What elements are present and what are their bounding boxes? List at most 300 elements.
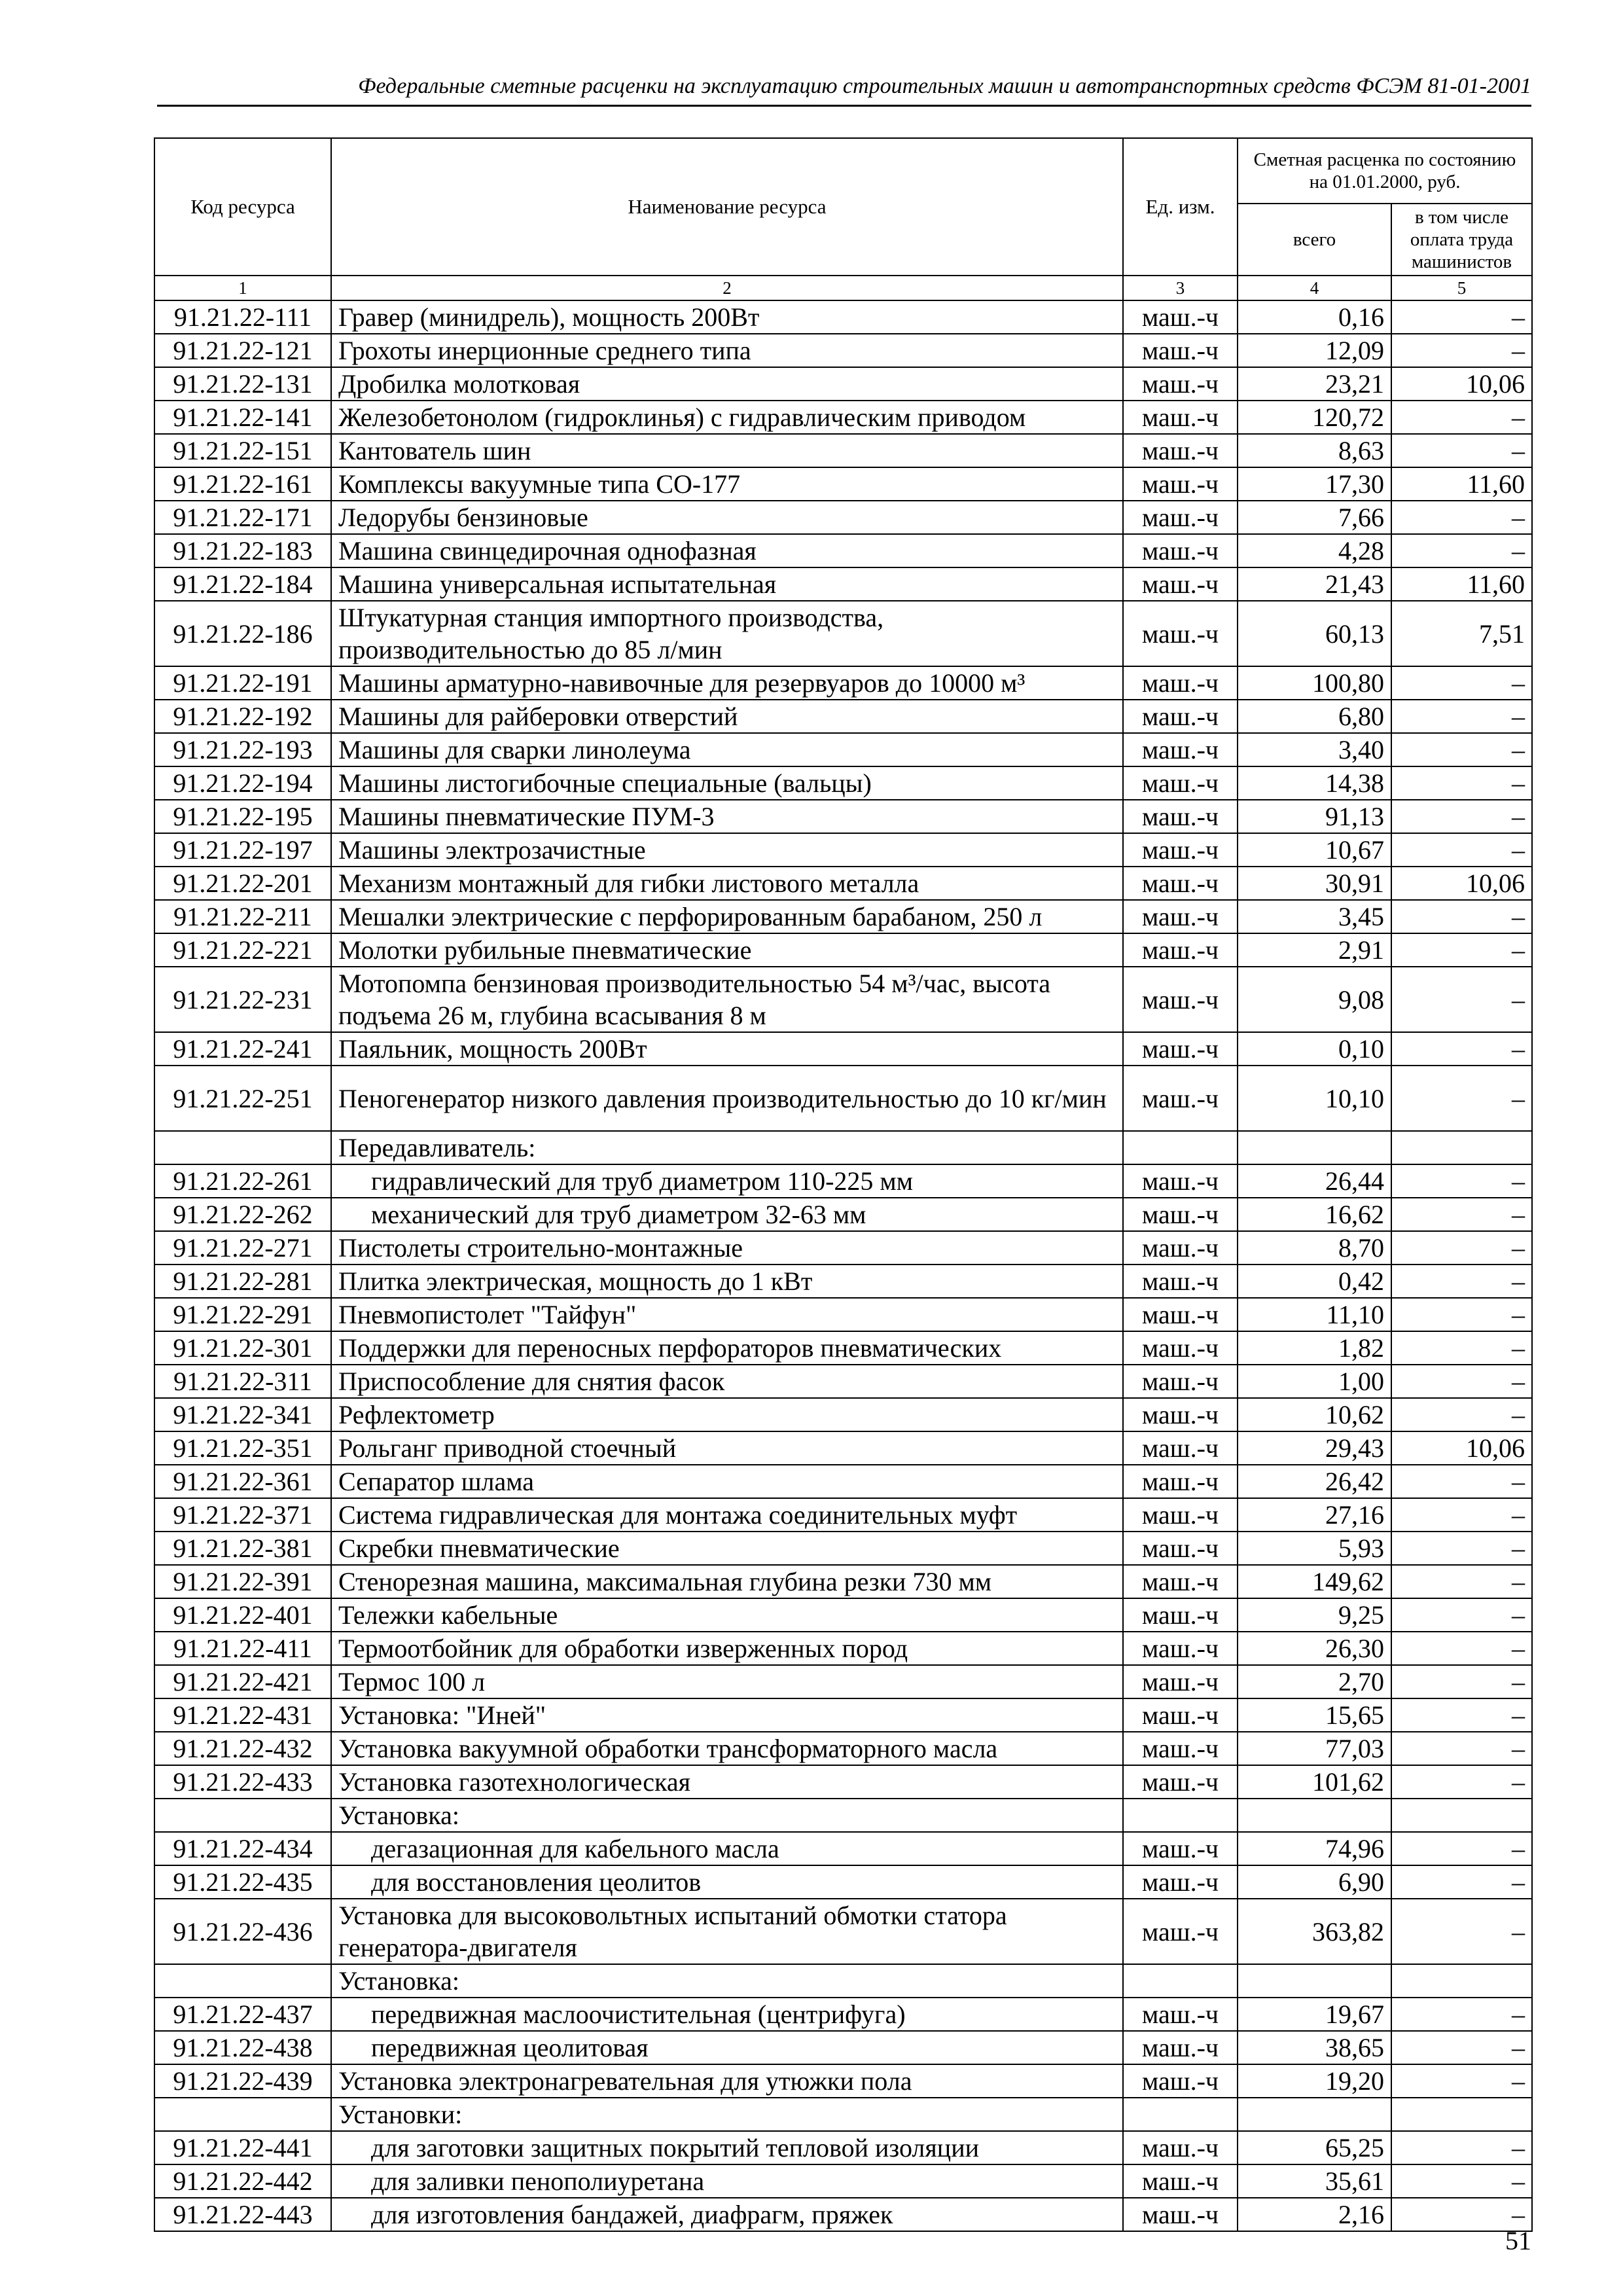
resource-name-cell: Машина свинцедирочная однофазная xyxy=(331,534,1123,567)
resource-name-cell: Машины арматурно-навивочные для резервуаров до 10000 м³ xyxy=(331,666,1123,700)
table-row xyxy=(154,800,1532,833)
operator-wage-cell: – xyxy=(1391,2198,1532,2231)
operator-wage-cell: – xyxy=(1391,1598,1532,1632)
group-heading-row xyxy=(154,2098,1532,2131)
resource-code-cell: 91.21.22-151 xyxy=(154,434,331,467)
rate-total-cell: 8,70 xyxy=(1238,1231,1391,1265)
resource-name-cell: для восстановления цеолитов xyxy=(331,1865,1123,1899)
rate-total-cell: 10,67 xyxy=(1238,833,1391,867)
operator-wage-cell: – xyxy=(1391,2064,1532,2098)
rate-total-cell: 100,80 xyxy=(1238,666,1391,700)
rate-total-cell: 3,40 xyxy=(1238,733,1391,766)
resource-name-cell: Гравер (минидрель), мощность 200Вт xyxy=(331,300,1123,334)
unit-cell: маш.-ч xyxy=(1123,900,1238,933)
table-row xyxy=(154,1765,1532,1799)
rate-total-cell: 29,43 xyxy=(1238,1431,1391,1465)
operator-wage-cell: – xyxy=(1391,501,1532,534)
rate-total-cell xyxy=(1238,1964,1391,1998)
resource-name-cell: передвижная маслоочистительная (центрифуга) xyxy=(331,1998,1123,2031)
resource-code-cell xyxy=(154,1131,331,1164)
group-heading-row xyxy=(154,1131,1532,1164)
operator-wage-cell: – xyxy=(1391,700,1532,733)
resource-code-cell: 91.21.22-431 xyxy=(154,1698,331,1732)
rate-total-cell: 23,21 xyxy=(1238,367,1391,401)
rate-total-cell: 60,13 xyxy=(1238,601,1391,666)
unit-cell: маш.-ч xyxy=(1123,2198,1238,2231)
unit-cell: маш.-ч xyxy=(1123,1265,1238,1298)
rate-total-cell: 6,80 xyxy=(1238,700,1391,733)
unit-cell: маш.-ч xyxy=(1123,1431,1238,1465)
operator-wage-cell: – xyxy=(1391,666,1532,700)
rate-total-cell: 19,67 xyxy=(1238,1998,1391,2031)
column-numbers-row xyxy=(154,276,1532,300)
header-code: Код ресурса xyxy=(154,138,331,276)
rate-total-cell xyxy=(1238,2098,1391,2131)
resource-name-cell: передвижная цеолитовая xyxy=(331,2031,1123,2064)
operator-wage-cell: 10,06 xyxy=(1391,867,1532,900)
resource-name-cell: Машины пневматические ПУМ-3 xyxy=(331,800,1123,833)
resource-code-cell: 91.21.22-197 xyxy=(154,833,331,867)
header-name: Наименование ресурса xyxy=(331,138,1123,276)
unit-cell xyxy=(1123,2098,1238,2131)
resource-name-cell: Рольганг приводной стоечный xyxy=(331,1431,1123,1465)
table-row xyxy=(154,1164,1532,1198)
operator-wage-cell: 7,51 xyxy=(1391,601,1532,666)
operator-wage-cell: – xyxy=(1391,733,1532,766)
document-header: Федеральные сметные расценки на эксплуатацию строительных машин и автотранспортных средств ФСЭМ 81-01-2001 xyxy=(358,74,1531,98)
resource-code-cell: 91.21.22-432 xyxy=(154,1732,331,1765)
rate-total-cell: 149,62 xyxy=(1238,1565,1391,1598)
operator-wage-cell: – xyxy=(1391,300,1532,334)
table-row xyxy=(154,1032,1532,1066)
resource-code-cell: 91.21.22-261 xyxy=(154,1164,331,1198)
resource-name-cell: Ледорубы бензиновые xyxy=(331,501,1123,534)
operator-wage-cell: – xyxy=(1391,833,1532,867)
unit-cell: маш.-ч xyxy=(1123,833,1238,867)
unit-cell: маш.-ч xyxy=(1123,1532,1238,1565)
resource-code-cell: 91.21.22-435 xyxy=(154,1865,331,1899)
resource-name-cell: Железобетонолом (гидроклинья) с гидравлическим приводом xyxy=(331,401,1123,434)
operator-wage-cell: – xyxy=(1391,1732,1532,1765)
operator-wage-cell: 10,06 xyxy=(1391,367,1532,401)
resource-code-cell xyxy=(154,1799,331,1832)
resource-code-cell: 91.21.22-401 xyxy=(154,1598,331,1632)
unit-cell: маш.-ч xyxy=(1123,1398,1238,1431)
rate-total-cell: 11,10 xyxy=(1238,1298,1391,1331)
resource-name-cell: Механизм монтажный для гибки листового металла xyxy=(331,867,1123,900)
column-number: 1 xyxy=(154,276,331,300)
rate-total-cell: 6,90 xyxy=(1238,1865,1391,1899)
resource-name-cell: Пеногенератор низкого давления производительностью до 10 кг/мин xyxy=(331,1066,1123,1131)
resource-code-cell: 91.21.22-211 xyxy=(154,900,331,933)
unit-cell: маш.-ч xyxy=(1123,766,1238,800)
rate-total-cell: 1,00 xyxy=(1238,1365,1391,1398)
resource-name-cell: Сепаратор шлама xyxy=(331,1465,1123,1498)
table-row xyxy=(154,2198,1532,2231)
table-row xyxy=(154,1565,1532,1598)
unit-cell: маш.-ч xyxy=(1123,1998,1238,2031)
unit-cell: маш.-ч xyxy=(1123,1698,1238,1732)
rate-total-cell: 2,70 xyxy=(1238,1665,1391,1698)
header-total: всего xyxy=(1238,204,1391,276)
unit-cell: маш.-ч xyxy=(1123,434,1238,467)
rate-total-cell: 2,16 xyxy=(1238,2198,1391,2231)
operator-wage-cell: 11,60 xyxy=(1391,567,1532,601)
operator-wage-cell: – xyxy=(1391,1698,1532,1732)
resource-code-cell: 91.21.22-192 xyxy=(154,700,331,733)
operator-wage-cell: – xyxy=(1391,1365,1532,1398)
resource-code-cell: 91.21.22-271 xyxy=(154,1231,331,1265)
resource-name-cell: Дробилка молотковая xyxy=(331,367,1123,401)
table-row xyxy=(154,300,1532,334)
unit-cell: маш.-ч xyxy=(1123,1231,1238,1265)
operator-wage-cell: – xyxy=(1391,1832,1532,1865)
operator-wage-cell: – xyxy=(1391,534,1532,567)
rate-total-cell: 19,20 xyxy=(1238,2064,1391,2098)
unit-cell: маш.-ч xyxy=(1123,1331,1238,1365)
unit-cell xyxy=(1123,1799,1238,1832)
resource-name-cell: Установки: xyxy=(331,2098,1123,2131)
operator-wage-cell xyxy=(1391,1964,1532,1998)
rate-total-cell: 0,42 xyxy=(1238,1265,1391,1298)
table-row xyxy=(154,1465,1532,1498)
operator-wage-cell: 11,60 xyxy=(1391,467,1532,501)
resource-name-cell: Комплексы вакуумные типа СО-177 xyxy=(331,467,1123,501)
operator-wage-cell: – xyxy=(1391,800,1532,833)
unit-cell xyxy=(1123,1131,1238,1164)
resource-name-cell: Мотопомпа бензиновая производительностью 54 м³/час, высота подъема 26 м, глубина всасывания 8 м xyxy=(331,967,1123,1032)
operator-wage-cell: – xyxy=(1391,1532,1532,1565)
table-row xyxy=(154,2064,1532,2098)
rate-total-cell: 9,25 xyxy=(1238,1598,1391,1632)
unit-cell: маш.-ч xyxy=(1123,367,1238,401)
resource-code-cell: 91.21.22-186 xyxy=(154,601,331,666)
rate-total-cell: 8,63 xyxy=(1238,434,1391,467)
resource-code-cell: 91.21.22-437 xyxy=(154,1998,331,2031)
resource-code-cell: 91.21.22-191 xyxy=(154,666,331,700)
table-row xyxy=(154,2164,1532,2198)
rate-total-cell xyxy=(1238,1799,1391,1832)
rate-total-cell: 35,61 xyxy=(1238,2164,1391,2198)
unit-cell: маш.-ч xyxy=(1123,1632,1238,1665)
resource-name-cell: Паяльник, мощность 200Вт xyxy=(331,1032,1123,1066)
resource-code-cell: 91.21.22-433 xyxy=(154,1765,331,1799)
unit-cell: маш.-ч xyxy=(1123,666,1238,700)
table-row xyxy=(154,666,1532,700)
rate-total-cell: 12,09 xyxy=(1238,334,1391,367)
resource-name-cell: Приспособление для снятия фасок xyxy=(331,1365,1123,1398)
unit-cell: маш.-ч xyxy=(1123,967,1238,1032)
operator-wage-cell: – xyxy=(1391,967,1532,1032)
rate-total-cell: 10,10 xyxy=(1238,1066,1391,1131)
rate-total-cell: 26,42 xyxy=(1238,1465,1391,1498)
resource-code-cell: 91.21.22-442 xyxy=(154,2164,331,2198)
resource-name-cell: Установка: xyxy=(331,1799,1123,1832)
resource-code-cell: 91.21.22-441 xyxy=(154,2131,331,2164)
resource-code-cell: 91.21.22-171 xyxy=(154,501,331,534)
unit-cell: маш.-ч xyxy=(1123,1899,1238,1964)
unit-cell: маш.-ч xyxy=(1123,1565,1238,1598)
unit-cell: маш.-ч xyxy=(1123,567,1238,601)
resource-name-cell: Пневмопистолет "Тайфун" xyxy=(331,1298,1123,1331)
table-row xyxy=(154,766,1532,800)
resource-name-cell: Установка вакуумной обработки трансформаторного масла xyxy=(331,1732,1123,1765)
table-row xyxy=(154,1998,1532,2031)
operator-wage-cell: – xyxy=(1391,1565,1532,1598)
rate-total-cell: 7,66 xyxy=(1238,501,1391,534)
rate-total-cell xyxy=(1238,1131,1391,1164)
table-row xyxy=(154,1298,1532,1331)
table-row xyxy=(154,567,1532,601)
table-row xyxy=(154,1398,1532,1431)
unit-cell: маш.-ч xyxy=(1123,2131,1238,2164)
table-row xyxy=(154,1066,1532,1131)
operator-wage-cell: – xyxy=(1391,1465,1532,1498)
resource-code-cell: 91.21.22-193 xyxy=(154,733,331,766)
table-row xyxy=(154,833,1532,867)
table-row xyxy=(154,700,1532,733)
resource-name-cell: Установка газотехнологическая xyxy=(331,1765,1123,1799)
table-row xyxy=(154,1732,1532,1765)
operator-wage-cell: – xyxy=(1391,1998,1532,2031)
rate-total-cell: 2,91 xyxy=(1238,933,1391,967)
rate-total-cell: 21,43 xyxy=(1238,567,1391,601)
unit-cell: маш.-ч xyxy=(1123,1298,1238,1331)
page-number: 51 xyxy=(1505,2226,1531,2255)
operator-wage-cell: – xyxy=(1391,1331,1532,1365)
operator-wage-cell: – xyxy=(1391,2131,1532,2164)
resource-name-cell: Машины электрозачистные xyxy=(331,833,1123,867)
table-row xyxy=(154,401,1532,434)
unit-cell: маш.-ч xyxy=(1123,1665,1238,1698)
table-row xyxy=(154,933,1532,967)
table-row xyxy=(154,2131,1532,2164)
resource-code-cell: 91.21.22-391 xyxy=(154,1565,331,1598)
operator-wage-cell: – xyxy=(1391,1032,1532,1066)
unit-cell: маш.-ч xyxy=(1123,1066,1238,1131)
rate-total-cell: 65,25 xyxy=(1238,2131,1391,2164)
unit-cell: маш.-ч xyxy=(1123,1832,1238,1865)
table-row xyxy=(154,1865,1532,1899)
resource-name-cell: Передавливатель: xyxy=(331,1131,1123,1164)
operator-wage-cell: – xyxy=(1391,1231,1532,1265)
resource-name-cell: Мешалки электрические с перфорированным барабаном, 250 л xyxy=(331,900,1123,933)
column-number: 4 xyxy=(1238,276,1391,300)
resource-code-cell: 91.21.22-262 xyxy=(154,1198,331,1231)
column-number: 2 xyxy=(331,276,1123,300)
operator-wage-cell: – xyxy=(1391,1498,1532,1532)
resource-code-cell xyxy=(154,1964,331,1998)
header-rate-group: Сметная расценка по состоянию на 01.01.2000, руб. xyxy=(1238,138,1532,204)
table-row xyxy=(154,534,1532,567)
operator-wage-cell: – xyxy=(1391,1865,1532,1899)
resource-name-cell: Установка: xyxy=(331,1964,1123,1998)
unit-cell: маш.-ч xyxy=(1123,300,1238,334)
rate-total-cell: 10,62 xyxy=(1238,1398,1391,1431)
rate-total-cell: 74,96 xyxy=(1238,1832,1391,1865)
unit-cell: маш.-ч xyxy=(1123,800,1238,833)
table-row xyxy=(154,1331,1532,1365)
operator-wage-cell: – xyxy=(1391,334,1532,367)
unit-cell: маш.-ч xyxy=(1123,700,1238,733)
resource-name-cell: дегазационная для кабельного масла xyxy=(331,1832,1123,1865)
table-row xyxy=(154,1899,1532,1964)
unit-cell: маш.-ч xyxy=(1123,1465,1238,1498)
table-row xyxy=(154,867,1532,900)
resource-code-cell: 91.21.22-421 xyxy=(154,1665,331,1698)
resource-code-cell: 91.21.22-438 xyxy=(154,2031,331,2064)
rate-total-cell: 4,28 xyxy=(1238,534,1391,567)
table-row xyxy=(154,967,1532,1032)
rate-total-cell: 17,30 xyxy=(1238,467,1391,501)
resource-name-cell: Кантователь шин xyxy=(331,434,1123,467)
resource-code-cell: 91.21.22-195 xyxy=(154,800,331,833)
table-row xyxy=(154,733,1532,766)
rate-total-cell: 120,72 xyxy=(1238,401,1391,434)
unit-cell: маш.-ч xyxy=(1123,601,1238,666)
operator-wage-cell: – xyxy=(1391,1298,1532,1331)
resource-name-cell: Плитка электрическая, мощность до 1 кВт xyxy=(331,1265,1123,1298)
rate-total-cell: 3,45 xyxy=(1238,900,1391,933)
unit-cell: маш.-ч xyxy=(1123,467,1238,501)
resource-code-cell: 91.21.22-361 xyxy=(154,1465,331,1498)
resource-code-cell: 91.21.22-411 xyxy=(154,1632,331,1665)
resource-name-cell: Машины листогибочные специальные (вальцы) xyxy=(331,766,1123,800)
table-row xyxy=(154,1231,1532,1265)
resource-code-cell: 91.21.22-184 xyxy=(154,567,331,601)
resource-name-cell: Скребки пневматические xyxy=(331,1532,1123,1565)
rate-total-cell: 5,93 xyxy=(1238,1532,1391,1565)
operator-wage-cell xyxy=(1391,2098,1532,2131)
rate-total-cell: 9,08 xyxy=(1238,967,1391,1032)
operator-wage-cell xyxy=(1391,1131,1532,1164)
resource-code-cell: 91.21.22-221 xyxy=(154,933,331,967)
resource-code-cell: 91.21.22-443 xyxy=(154,2198,331,2231)
resource-code-cell: 91.21.22-251 xyxy=(154,1066,331,1131)
rate-total-cell: 14,38 xyxy=(1238,766,1391,800)
resource-code-cell: 91.21.22-183 xyxy=(154,534,331,567)
resource-name-cell: Машина универсальная испытательная xyxy=(331,567,1123,601)
resource-code-cell: 91.21.22-281 xyxy=(154,1265,331,1298)
resource-name-cell: Рефлектометр xyxy=(331,1398,1123,1431)
rate-total-cell: 101,62 xyxy=(1238,1765,1391,1799)
column-number: 5 xyxy=(1391,276,1532,300)
table-row xyxy=(154,1532,1532,1565)
unit-cell: маш.-ч xyxy=(1123,1365,1238,1398)
resource-code-cell: 91.21.22-291 xyxy=(154,1298,331,1331)
rate-total-cell: 363,82 xyxy=(1238,1899,1391,1964)
unit-cell: маш.-ч xyxy=(1123,1865,1238,1899)
unit-cell: маш.-ч xyxy=(1123,867,1238,900)
resource-name-cell: Машины для сварки линолеума xyxy=(331,733,1123,766)
resource-name-cell: для заливки пенополиуретана xyxy=(331,2164,1123,2198)
resource-code-cell: 91.21.22-381 xyxy=(154,1532,331,1565)
resource-name-cell: Установка: "Иней" xyxy=(331,1698,1123,1732)
rate-total-cell: 77,03 xyxy=(1238,1732,1391,1765)
unit-cell xyxy=(1123,1964,1238,1998)
unit-cell: маш.-ч xyxy=(1123,2031,1238,2064)
rate-total-cell: 38,65 xyxy=(1238,2031,1391,2064)
table-row xyxy=(154,1198,1532,1231)
operator-wage-cell: – xyxy=(1391,1665,1532,1698)
resource-code-cell: 91.21.22-371 xyxy=(154,1498,331,1532)
table-row xyxy=(154,601,1532,666)
group-heading-row xyxy=(154,1964,1532,1998)
operator-wage-cell: – xyxy=(1391,933,1532,967)
operator-wage-cell: – xyxy=(1391,1398,1532,1431)
rate-total-cell: 16,62 xyxy=(1238,1198,1391,1231)
rate-total-cell: 91,13 xyxy=(1238,800,1391,833)
unit-cell: маш.-ч xyxy=(1123,1498,1238,1532)
table-row xyxy=(154,1598,1532,1632)
unit-cell: маш.-ч xyxy=(1123,534,1238,567)
rate-total-cell: 26,30 xyxy=(1238,1632,1391,1665)
rate-total-cell: 26,44 xyxy=(1238,1164,1391,1198)
resource-code-cell: 91.21.22-231 xyxy=(154,967,331,1032)
table-row xyxy=(154,334,1532,367)
column-number: 3 xyxy=(1123,276,1238,300)
resource-code-cell: 91.21.22-341 xyxy=(154,1398,331,1431)
resource-code-cell: 91.21.22-111 xyxy=(154,300,331,334)
resource-name-cell: Машины для райберовки отверстий xyxy=(331,700,1123,733)
resource-code-cell: 91.21.22-131 xyxy=(154,367,331,401)
resource-name-cell: для изготовления бандажей, диафрагм, пряжек xyxy=(331,2198,1123,2231)
resource-name-cell: Штукатурная станция импортного производства, производительностью до 85 л/мин xyxy=(331,601,1123,666)
resource-code-cell: 91.21.22-301 xyxy=(154,1331,331,1365)
unit-cell: маш.-ч xyxy=(1123,2164,1238,2198)
resource-name-cell: Система гидравлическая для монтажа соединительных муфт xyxy=(331,1498,1123,1532)
unit-cell: маш.-ч xyxy=(1123,733,1238,766)
operator-wage-cell: – xyxy=(1391,766,1532,800)
resource-name-cell: для заготовки защитных покрытий тепловой изоляции xyxy=(331,2131,1123,2164)
header-unit: Ед. изм. xyxy=(1123,138,1238,276)
rate-total-cell: 27,16 xyxy=(1238,1498,1391,1532)
header-rule xyxy=(157,105,1531,107)
resource-code-cell xyxy=(154,2098,331,2131)
unit-cell: маш.-ч xyxy=(1123,933,1238,967)
unit-cell: маш.-ч xyxy=(1123,2064,1238,2098)
unit-cell: маш.-ч xyxy=(1123,1164,1238,1198)
table-row xyxy=(154,501,1532,534)
table-row xyxy=(154,1665,1532,1698)
table-row xyxy=(154,467,1532,501)
operator-wage-cell: – xyxy=(1391,401,1532,434)
resource-name-cell: Установка электронагревательная для утюжки пола xyxy=(331,2064,1123,2098)
group-heading-row xyxy=(154,1799,1532,1832)
table-row xyxy=(154,1431,1532,1465)
rate-total-cell: 15,65 xyxy=(1238,1698,1391,1732)
unit-cell: маш.-ч xyxy=(1123,1598,1238,1632)
operator-wage-cell: 10,06 xyxy=(1391,1431,1532,1465)
unit-cell: маш.-ч xyxy=(1123,334,1238,367)
resource-code-cell: 91.21.22-241 xyxy=(154,1032,331,1066)
resource-name-cell: Пистолеты строительно-монтажные xyxy=(331,1231,1123,1265)
resource-name-cell: гидравлический для труб диаметром 110-225 мм xyxy=(331,1164,1123,1198)
unit-cell: маш.-ч xyxy=(1123,1032,1238,1066)
resource-code-cell: 91.21.22-194 xyxy=(154,766,331,800)
unit-cell: маш.-ч xyxy=(1123,1765,1238,1799)
operator-wage-cell: – xyxy=(1391,434,1532,467)
unit-cell: маш.-ч xyxy=(1123,401,1238,434)
resource-code-cell: 91.21.22-141 xyxy=(154,401,331,434)
resource-code-cell: 91.21.22-161 xyxy=(154,467,331,501)
operator-wage-cell: – xyxy=(1391,1164,1532,1198)
resource-code-cell: 91.21.22-121 xyxy=(154,334,331,367)
resource-name-cell: Поддержки для переносных перфораторов пневматических xyxy=(331,1331,1123,1365)
table-row xyxy=(154,367,1532,401)
unit-cell: маш.-ч xyxy=(1123,1732,1238,1765)
table-row xyxy=(154,1498,1532,1532)
